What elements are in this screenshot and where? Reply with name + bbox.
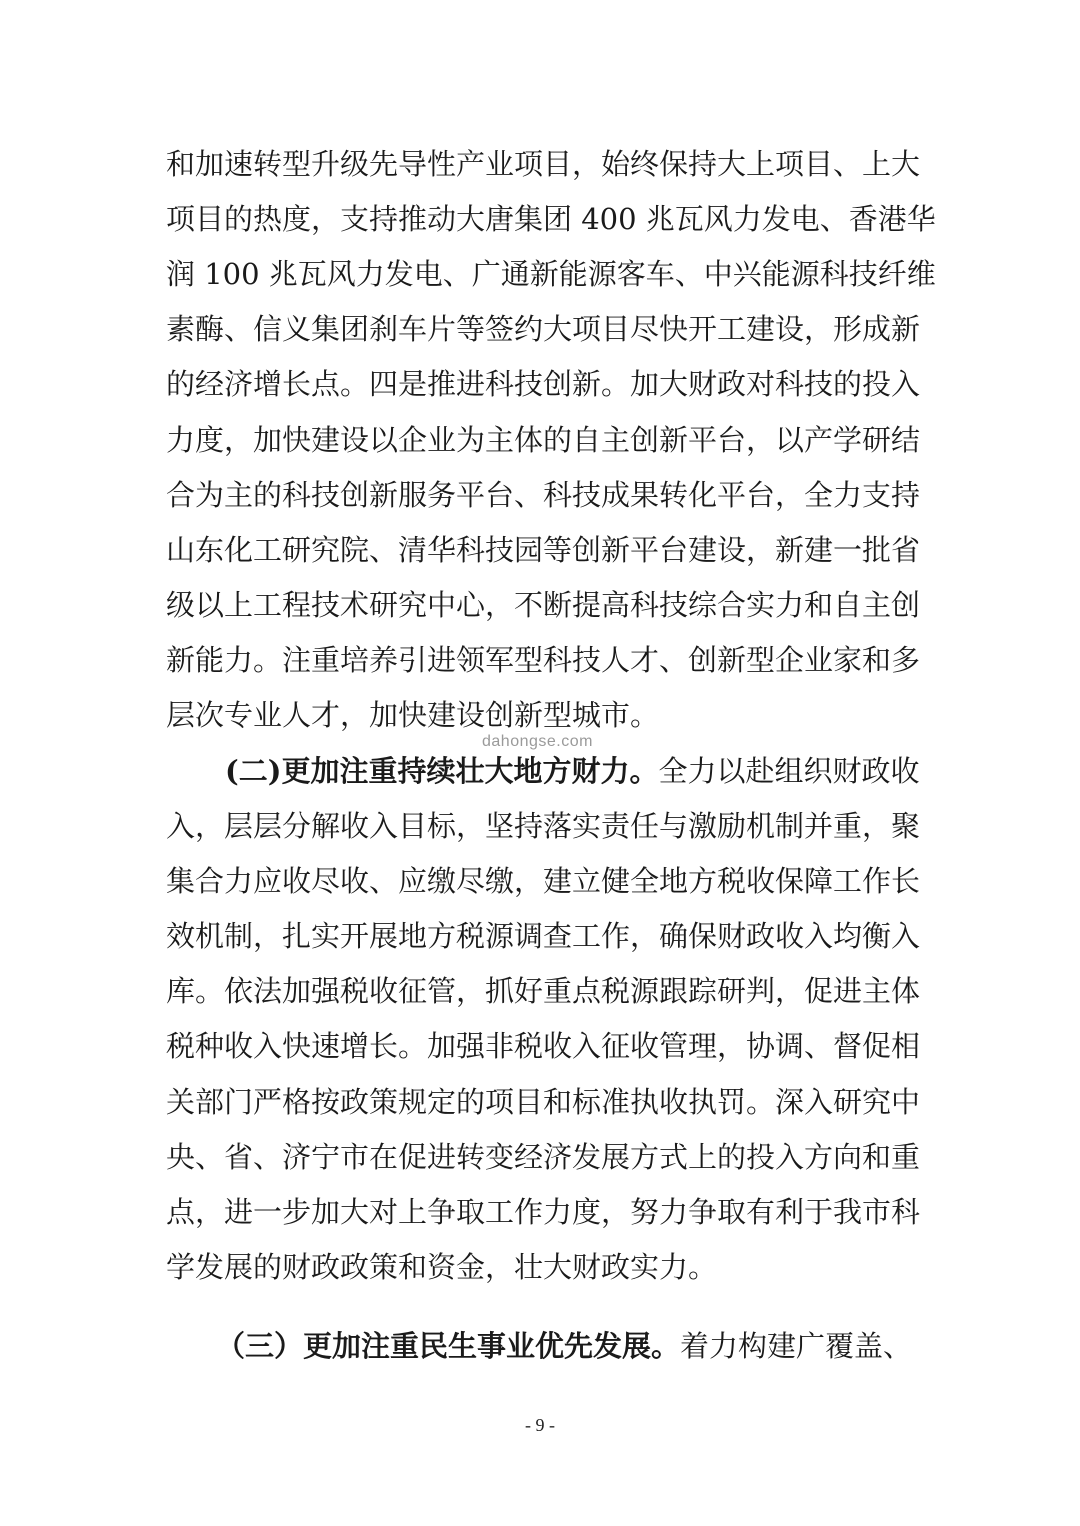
paragraph-line: 效机制，扎实开展地方税源调查工作，确保财政收入均衡入 [166, 919, 921, 953]
paragraph-line: 级以上工程技术研究中心，不断提高科技综合实力和自主创 [166, 588, 921, 622]
section-heading: (二)更加注重持续壮大地方财力。 [225, 754, 659, 788]
paragraph-line: 项目的热度，支持推动大唐集团 400 兆瓦风力发电、香港华 [166, 202, 936, 236]
paragraph-line: 入，层层分解收入目标，坚持落实责任与激励机制并重，聚 [166, 809, 921, 843]
paragraph-text: 着力构建广覆盖、 [680, 1329, 913, 1363]
paragraph-line: 素酶、信义集团刹车片等签约大项目尽快开工建设，形成新 [166, 312, 921, 346]
page-number: - 9 - [525, 1415, 555, 1435]
watermark-text: dahongse.com [482, 733, 593, 750]
paragraph-line: 和加速转型升级先导性产业项目，始终保持大上项目、上大 [166, 147, 921, 181]
paragraph-line: 库。依法加强税收征管，抓好重点税源跟踪研判，促进主体 [166, 974, 921, 1008]
paragraph-line: 新能力。注重培养引进领军型科技人才、创新型企业家和多 [166, 643, 921, 677]
paragraph-line: 层次专业人才，加快建设创新型城市。 [166, 698, 660, 732]
paragraph-line: 的经济增长点。四是推进科技创新。加大财政对科技的投入 [166, 367, 921, 401]
paragraph-line: 税种收入快速增长。加强非税收入征收管理，协调、督促相 [166, 1029, 921, 1063]
paragraph-text: 全力以赴组织财政收 [658, 754, 920, 788]
paragraph-line: 力度，加快建设以企业为主体的自主创新平台，以产学研结 [166, 423, 921, 457]
section-heading-line [216, 1326, 912, 1366]
paragraph-line: 山东化工研究院、清华科技园等创新平台建设，新建一批省 [166, 533, 921, 567]
paragraph-line: 合为主的科技创新服务平台、科技成果转化平台，全力支持 [166, 478, 921, 512]
section-heading: （三）更加注重民生事业优先发展。 [216, 1329, 681, 1363]
paragraph-line: 润 100 兆瓦风力发电、广通新能源客车、中兴能源科技纤维 [166, 257, 936, 291]
paragraph-line: 集合力应收尽收、应缴尽缴，建立健全地方税收保障工作长 [166, 864, 921, 898]
paragraph-line: 关部门严格按政策规定的项目和标准执收执罚。深入研究中 [166, 1085, 921, 1119]
section-heading-line [225, 751, 919, 791]
paragraph-line: 点，进一步加大对上争取工作力度，努力争取有利于我市科 [166, 1195, 921, 1229]
paragraph-line: 学发展的财政政策和资金，壮大财政实力。 [166, 1250, 718, 1284]
paragraph-line: 央、省、济宁市在促进转变经济发展方式上的投入方向和重 [166, 1140, 921, 1174]
